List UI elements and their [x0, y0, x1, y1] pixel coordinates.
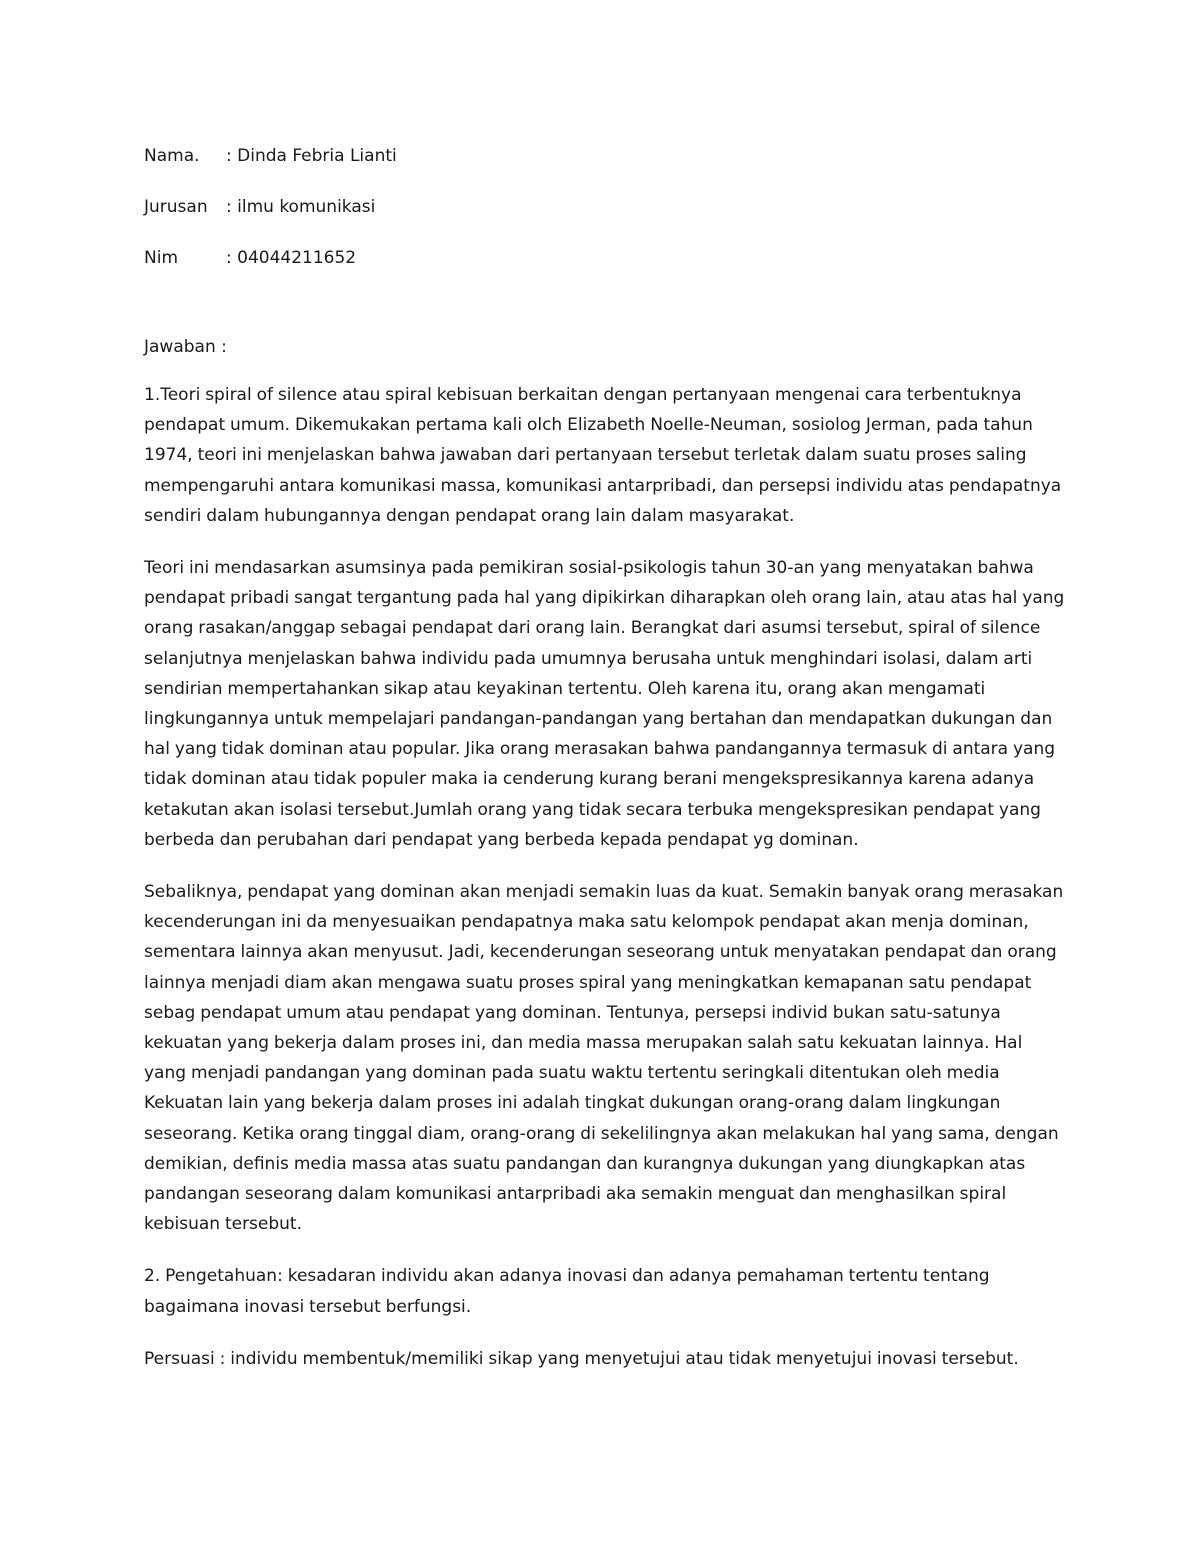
paragraph-5: Persuasi : individu membentuk/memiliki sikap yang menyetujui atau tidak menyetujui inovasi tersebut. [144, 1348, 1019, 1369]
nim-row [144, 243, 1066, 273]
name-label: Nama. [144, 146, 200, 166]
paragraph-4: 2. Pengetahuan: kesadaran individu akan adanya inovasi dan adanya pemahaman tertentu tentang bagaimana inovasi tersebut berfungsi. [144, 1266, 990, 1317]
paragraph-1: 1.Teori spiral of silence atau spiral kebisuan berkaitan dengan pertanyaan mengenai cara terbentuknya pendapat umum. Dikemukakan pertama kali olch Elizabeth Noelle-Neuman, sosiolog Jerman, pada tahun 1974, teori ini menjelaskan bahwa jawaban dari pertanyaan tersebut terletak dalam suatu proses saling mempengaruhi antara komunikasi massa, komunikasi antarpribadi, dan persepsi individu atas pendapatnya sendiri dalam hubungannya dengan pendapat orang lain dalam masyarakat. [144, 385, 1062, 526]
major-value: : ilmu komunikasi [226, 197, 376, 217]
major-label: Jurusan [144, 197, 208, 217]
document-content [144, 141, 1066, 1396]
section-spacer [144, 294, 1066, 332]
name-value: : Dinda Febria Lianti [226, 146, 397, 166]
nim-label: Nim [144, 248, 178, 268]
paragraph-2: Teori ini mendasarkan asumsinya pada pemikiran sosial-psikologis tahun 30-an yang menyatakan bahwa pendapat pribadi sangat tergantung pada hal yang dipikirkan diharapkan oleh orang lain, atau atas hal yang orang rasakan/anggap sebagai pendapat dari orang lain. Berangkat dari asumsi tersebut, spiral of silence selanjutnya menjelaskan bahwa individu pada umumnya berusaha untuk menghindari isolasi, dalam arti sendirian mempertahankan sikap atau keyakinan tertentu. Oleh karena itu, orang akan mengamati lingkungannya untuk mempelajari pandangan-pandangan yang bertahan dan mendapatkan dukungan dan hal yang tidak dominan atau popular. Jika orang merasakan bahwa pandangannya termasuk di antara yang tidak dominan atau tidak populer maka ia cenderung kurang berani mengekspresikannya karena adanya ketakutan akan isolasi tersebut.Jumlah orang yang tidak secara terbuka mengekspresikan pendapat yang berbeda dan perubahan dari pendapat yang berbeda kepada pendapat yg dominan. [144, 558, 1065, 850]
paragraph-3: Sebaliknya, pendapat yang dominan akan menjadi semakin luas da kuat. Semakin banyak orang merasakan kecenderungan ini da menyesuaikan pendapatnya maka satu kelompok pendapat akan menja dominan, sementara lainnya akan menyusut. Jadi, kecenderungan seseorang untuk menyatakan pendapat dan orang lainnya menjadi diam akan mengawa suatu proses spiral yang meningkatkan kemapanan satu pendapat sebag pendapat umum atau pendapat yang dominan. Tentunya, persepsi individ bukan satu-satunya kekuatan yang bekerja dalam proses ini, dan media massa merupakan salah satu kekuatan lainnya. Hal yang menjadi pandangan yang dominan pada suatu waktu tertentu seringkali ditentukan oleh media Kekuatan lain yang bekerja dalam proses ini adalah tingkat dukungan orang-orang dalam lingkungan seseorang. Ketika orang tinggal diam, orang-orang di sekelilingnya akan melakukan hal yang sama, dengan demikian, definis media massa atas suatu pandangan dan kurangnya dukungan yang diungkapkan atas pandangan seseorang dalam komunikasi antarpribadi aka semakin menguat dan menghasilkan spiral kebisuan tersebut. [144, 882, 1064, 1235]
nim-value: : 04044211652 [226, 248, 357, 268]
name-row [144, 141, 1066, 171]
answer-heading: Jawaban : [144, 337, 227, 357]
major-row [144, 192, 1066, 222]
